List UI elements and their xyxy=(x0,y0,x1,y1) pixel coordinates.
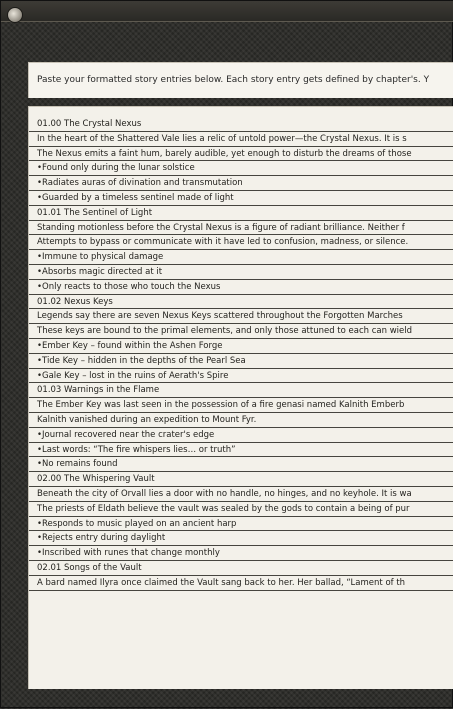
story-entry-lines[interactable] xyxy=(29,117,453,591)
story-entry-line[interactable]: •Tide Key – hidden in the depths of the Pearl Sea xyxy=(29,354,453,369)
story-entry-line[interactable]: •Responds to music played on an ancient harp xyxy=(29,517,453,532)
story-entry-line[interactable]: •Absorbs magic directed at it xyxy=(29,265,453,280)
story-entry-line[interactable]: •Guarded by a timeless sentinel made of light xyxy=(29,191,453,206)
story-entry-line[interactable]: Attempts to bypass or communicate with it have led to confusion, madness, or silence. xyxy=(29,235,453,250)
story-entry-line[interactable]: •Last words: “The fire whispers lies… or truth” xyxy=(29,443,453,458)
app-orb-icon[interactable] xyxy=(7,7,23,23)
story-entry-line[interactable]: 02.01 Songs of the Vault xyxy=(29,561,453,576)
story-entry-line[interactable]: Beneath the city of Orvall lies a door with no handle, no hinges, and no keyhole. It is wa xyxy=(29,487,453,502)
story-entry-line[interactable]: •Ember Key – found within the Ashen Forge xyxy=(29,339,453,354)
story-entry-line[interactable]: •Journal recovered near the crater's edge xyxy=(29,428,453,443)
story-entry-line[interactable]: 02.00 The Whispering Vault xyxy=(29,472,453,487)
story-entry-line[interactable]: •Immune to physical damage xyxy=(29,250,453,265)
instructions-box xyxy=(28,62,453,98)
story-entry-line[interactable]: •Gale Key – lost in the ruins of Aerath's Spire xyxy=(29,369,453,384)
story-entries-textarea[interactable] xyxy=(28,106,453,689)
story-entry-line[interactable]: Legends say there are seven Nexus Keys scattered throughout the Forgotten Marches xyxy=(29,309,453,324)
story-entry-line[interactable]: 01.02 Nexus Keys xyxy=(29,295,453,310)
story-entry-line[interactable]: These keys are bound to the primal elements, and only those attuned to each can wield xyxy=(29,324,453,339)
story-entry-line[interactable]: •Only reacts to those who touch the Nexus xyxy=(29,280,453,295)
story-entry-line[interactable]: 01.01 The Sentinel of Light xyxy=(29,206,453,221)
story-entry-line[interactable]: The Nexus emits a faint hum, barely audible, yet enough to disturb the dreams of those xyxy=(29,147,453,162)
window-top-bar xyxy=(1,1,453,22)
story-entry-line[interactable]: A bard named Ilyra once claimed the Vault sang back to her. Her ballad, “Lament of th xyxy=(29,576,453,591)
story-entry-line[interactable]: Kalnith vanished during an expedition to Mount Fyr. xyxy=(29,413,453,428)
story-entry-line[interactable]: The priests of Eldath believe the vault was sealed by the gods to contain a being of pur xyxy=(29,502,453,517)
story-entry-line[interactable]: •Inscribed with runes that change monthly xyxy=(29,546,453,561)
story-entry-line[interactable]: 01.03 Warnings in the Flame xyxy=(29,383,453,398)
instructions-text: Paste your formatted story entries below. Each story entry gets defined by chapter's. Y xyxy=(37,75,430,85)
bottom-margin xyxy=(28,689,453,709)
story-entry-line[interactable]: In the heart of the Shattered Vale lies a relic of untold power—the Crystal Nexus. It is s xyxy=(29,132,453,147)
story-entry-line[interactable]: 01.00 The Crystal Nexus xyxy=(29,117,453,132)
story-entry-line[interactable]: •Radiates auras of divination and transmutation xyxy=(29,176,453,191)
story-entry-line[interactable]: •Found only during the lunar solstice xyxy=(29,161,453,176)
story-entry-line[interactable]: The Ember Key was last seen in the possession of a fire genasi named Kalnith Emberb xyxy=(29,398,453,413)
story-entry-line[interactable]: •No remains found xyxy=(29,457,453,472)
story-entry-line[interactable]: Standing motionless before the Crystal Nexus is a figure of radiant brilliance. Neither f xyxy=(29,221,453,236)
story-entry-line[interactable]: •Rejects entry during daylight xyxy=(29,531,453,546)
